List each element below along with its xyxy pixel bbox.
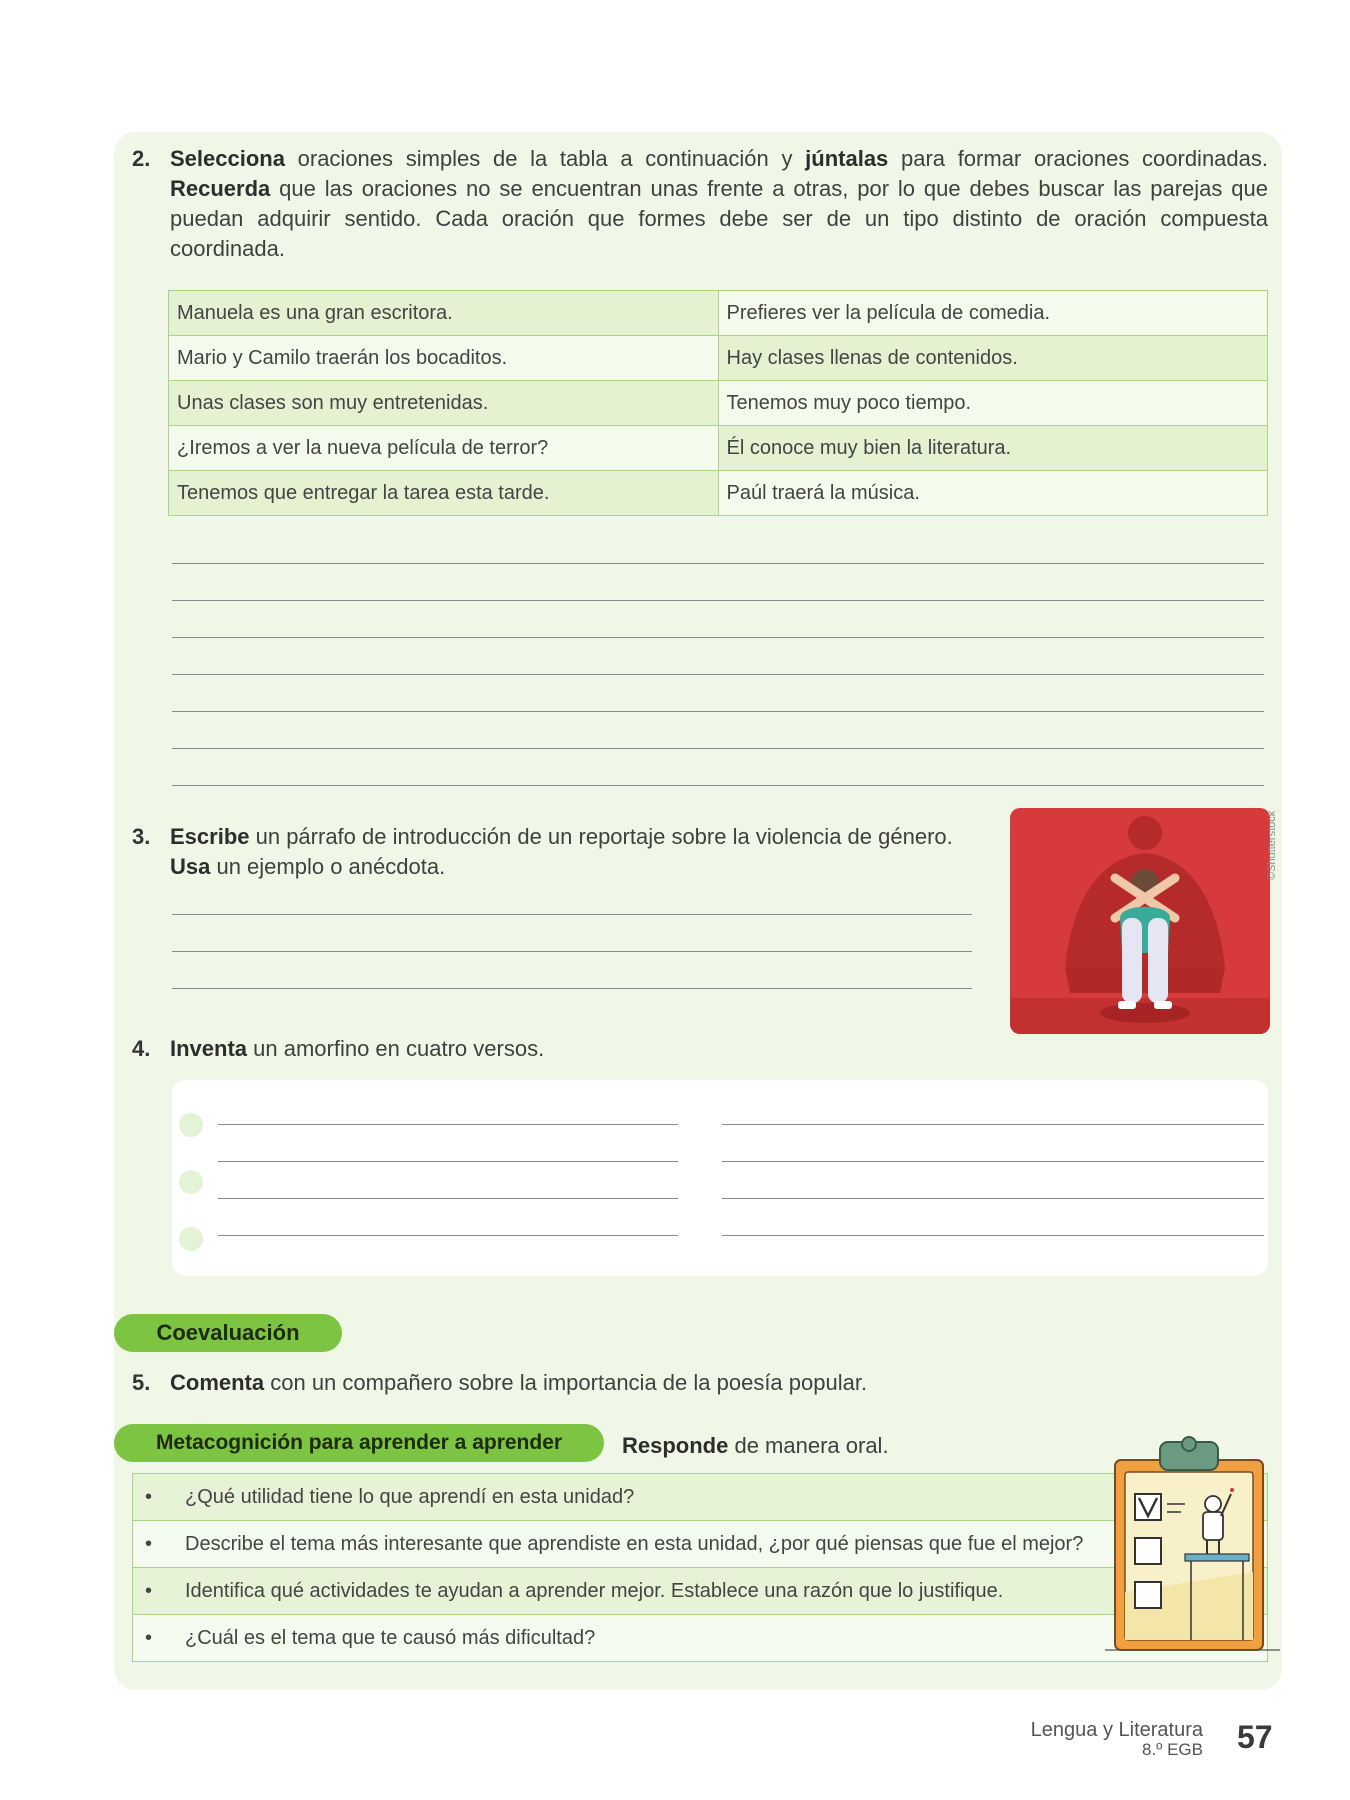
- clipboard-checklist-icon: [1105, 1432, 1285, 1662]
- writing-line[interactable]: [172, 914, 972, 915]
- list-item: [132, 1567, 1268, 1616]
- writing-line[interactable]: [722, 1198, 1264, 1199]
- exercise-2-instructions: Selecciona oraciones simples de la tabla a continuación y júntalas para formar oraciones coordinadas. Recuerda que las oraciones no se encuentran unas frente a otras, por lo que debes buscar las parejas que puedan adquirir sentido. Cada oración que formes debe ser de un tipo distinto de oración compuesta coordinada.: [170, 146, 1268, 261]
- metacognicion-instruction: Responde de manera oral.: [622, 1433, 889, 1458]
- metacognicion-verb: Responde: [622, 1433, 729, 1458]
- coevaluacion-tag: Coevaluación: [114, 1314, 342, 1352]
- exercise-5-verb: Comenta: [170, 1370, 265, 1395]
- writing-line[interactable]: [218, 1235, 678, 1236]
- exercise-5-instructions: Comenta con un compañero sobre la importancia de la poesía popular.: [170, 1370, 868, 1395]
- bullet-icon: •: [145, 1485, 153, 1508]
- exercise-3-verb-2: Usa: [170, 854, 211, 879]
- table-row: [169, 381, 1268, 426]
- list-item: [132, 1614, 1268, 1663]
- writing-line[interactable]: [218, 1198, 678, 1199]
- illustration-graphic: [1010, 808, 1270, 1034]
- photo-credit: ©Shutterstock: [1266, 810, 1278, 880]
- poem-writing-box: [172, 1080, 1268, 1276]
- exercise-5: [132, 1368, 1132, 1398]
- exercise-4-verb: Inventa: [170, 1036, 248, 1061]
- metacognicion-tag: Metacognición para aprender a aprender: [114, 1424, 604, 1462]
- exercise-4-instructions: Inventa un amorfino en cuatro versos.: [170, 1036, 545, 1061]
- writing-line[interactable]: [172, 988, 972, 989]
- table-cell: Prefieres ver la película de comedia.: [718, 291, 1268, 336]
- metacognition-list: [132, 1474, 1268, 1662]
- writing-line[interactable]: [172, 951, 972, 952]
- writing-line[interactable]: [172, 637, 1264, 638]
- exercise-2-verb-1: Selecciona: [170, 146, 285, 171]
- table-cell: Mario y Camilo traerán los bocaditos.: [169, 336, 719, 381]
- footer-subject: Lengua y Literatura: [1030, 1719, 1203, 1741]
- table-row: [169, 426, 1268, 471]
- exercise-2-verb-2: júntalas: [805, 146, 889, 171]
- table-row: [169, 291, 1268, 336]
- notebook-hole-icon: [179, 1227, 203, 1251]
- exercise-3-verb-1: Escribe: [170, 824, 250, 849]
- list-item-text: Identifica qué actividades te ayudan a aprender mejor. Establece una razón que lo justifique.: [185, 1579, 1004, 1602]
- table-cell: Hay clases llenas de contenidos.: [718, 336, 1268, 381]
- list-item-text: ¿Qué utilidad tiene lo que aprendí en esta unidad?: [185, 1485, 635, 1508]
- bullet-icon: •: [145, 1532, 153, 1555]
- table-cell: Tenemos que entregar la tarea esta tarde.: [169, 471, 719, 516]
- writing-line[interactable]: [172, 711, 1264, 712]
- footer-grade: 8.º EGB: [1141, 1740, 1203, 1759]
- table-cell: Unas clases son muy entretenidas.: [169, 381, 719, 426]
- writing-line[interactable]: [172, 748, 1264, 749]
- exercise-5-number: 5.: [132, 1370, 151, 1395]
- writing-line[interactable]: [722, 1235, 1264, 1236]
- exercise-3-number: 3.: [132, 824, 151, 849]
- bullet-icon: •: [145, 1579, 153, 1602]
- list-item-text: ¿Cuál es el tema que te causó más dificultad?: [185, 1626, 596, 1649]
- writing-line[interactable]: [218, 1124, 678, 1125]
- writing-line[interactable]: [722, 1124, 1264, 1125]
- exercise-2-number: 2.: [132, 146, 151, 171]
- notebook-hole-icon: [179, 1170, 203, 1194]
- table-cell: Tenemos muy poco tiempo.: [718, 381, 1268, 426]
- table-cell: ¿Iremos a ver la nueva película de terror?: [169, 426, 719, 471]
- notebook-hole-icon: [179, 1113, 203, 1137]
- writing-line[interactable]: [172, 563, 1264, 564]
- table-row: [169, 336, 1268, 381]
- exercise-3: [132, 822, 1002, 882]
- exercise-3-instructions: Escribe un párrafo de introducción de un reportaje sobre la violencia de género. Usa un ejemplo o anécdota.: [170, 824, 953, 879]
- list-item: [132, 1520, 1268, 1569]
- exercise-4: [132, 1034, 932, 1064]
- writing-line[interactable]: [172, 600, 1264, 601]
- table-cell: Paúl traerá la música.: [718, 471, 1268, 516]
- exercise-4-number: 4.: [132, 1036, 151, 1061]
- list-item: [132, 1473, 1268, 1522]
- list-item-text: Describe el tema más interesante que aprendiste en esta unidad, ¿por qué piensas que fue el mejor?: [185, 1532, 1084, 1555]
- table-cell: Él conoce muy bien la literatura.: [718, 426, 1268, 471]
- table-row: [169, 471, 1268, 516]
- writing-line[interactable]: [172, 785, 1264, 786]
- page-number: 57: [1237, 1719, 1273, 1755]
- writing-line[interactable]: [722, 1161, 1264, 1162]
- bullet-icon: •: [145, 1626, 153, 1649]
- table-cell: Manuela es una gran escritora.: [169, 291, 719, 336]
- exercise-2: [132, 144, 1268, 264]
- writing-line[interactable]: [218, 1161, 678, 1162]
- writing-line[interactable]: [172, 674, 1264, 675]
- gender-violence-illustration: [1010, 808, 1270, 1034]
- exercise-2-verb-3: Recuerda: [170, 176, 271, 201]
- sentences-table: [168, 290, 1268, 516]
